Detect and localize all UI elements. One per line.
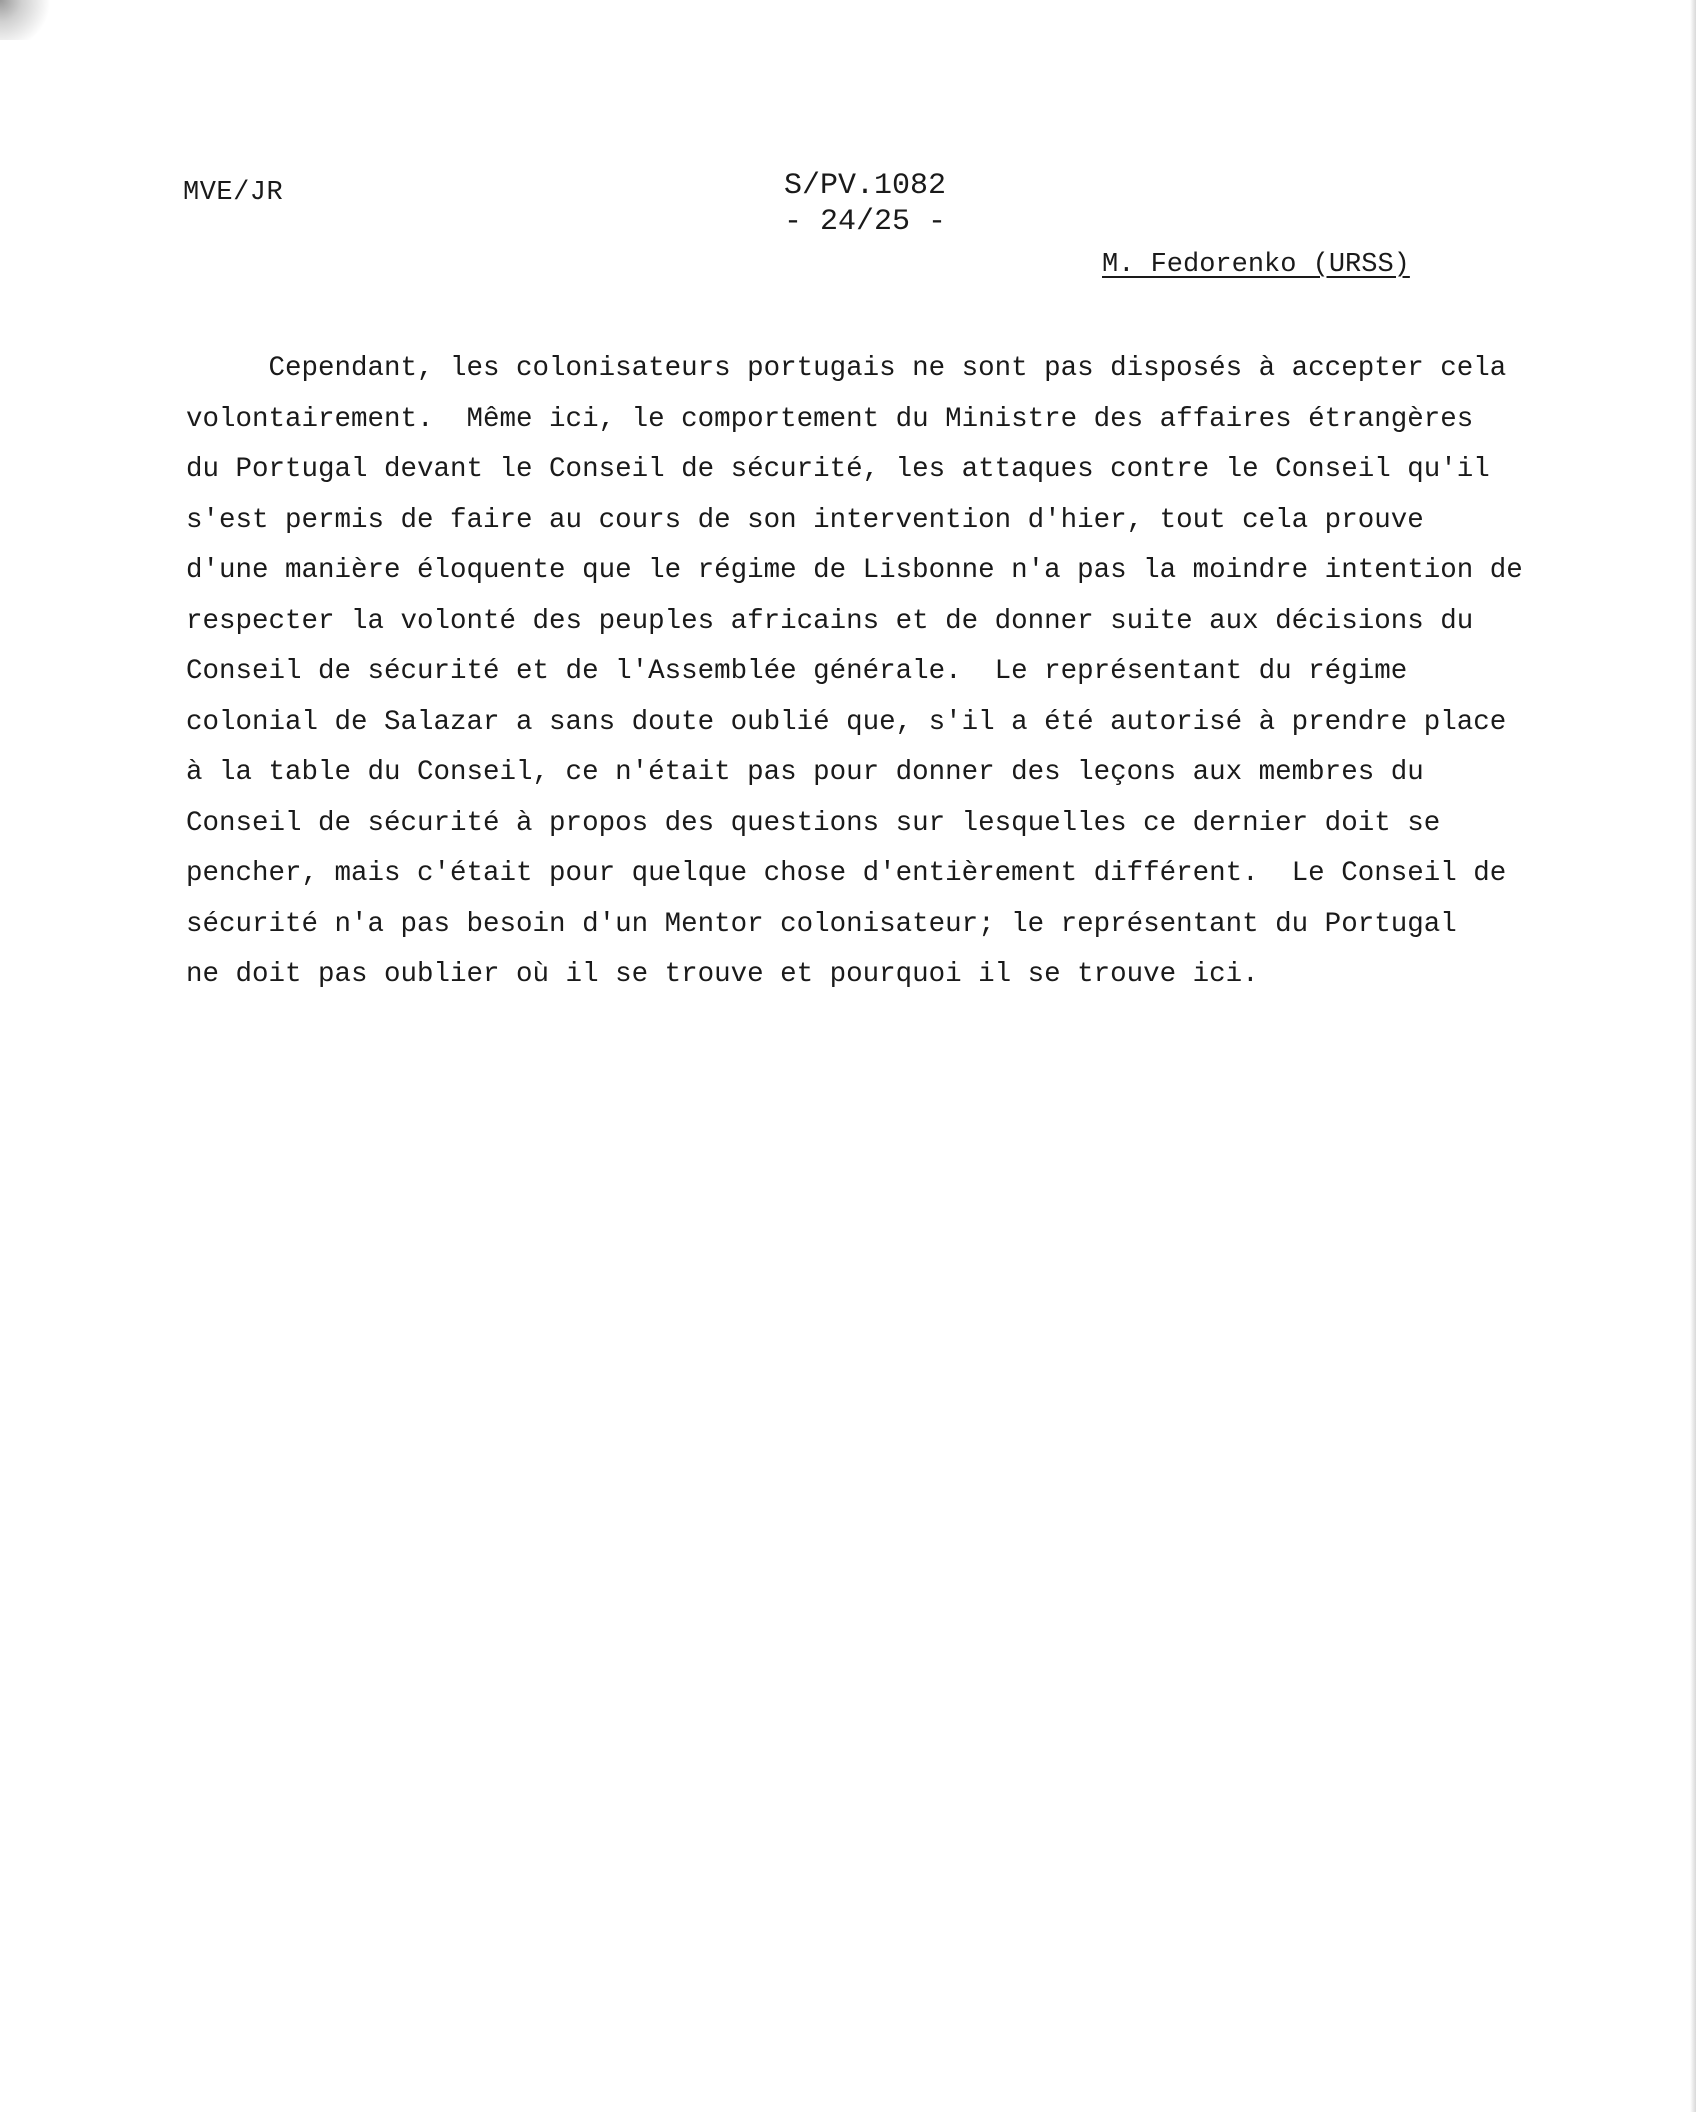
body-line: pencher, mais c'était pour quelque chose d'entièrement différent. Le Conseil de (186, 858, 1507, 889)
scan-artifact-edge (1690, 0, 1696, 2112)
body-line: Cependant, les colonisateurs portugais ne sont pas disposés à accepter cela (186, 353, 1507, 384)
scan-artifact-corner (0, 0, 60, 40)
body-line: Conseil de sécurité à propos des questions sur lesquelles ce dernier doit se (186, 807, 1441, 839)
body-line: volontairement. Même ici, le comportement du Ministre des affaires étrangères (186, 403, 1474, 435)
body-line: à la table du Conseil, ce n'était pas pour donner des leçons aux membres du (186, 757, 1424, 788)
body-paragraph (186, 344, 1546, 1001)
body-line: respecter la volonté des peuples africains et de donner suite aux décisions du (186, 605, 1474, 637)
page-number: - 24/25 - (783, 205, 947, 239)
body-line: d'une manière éloquente que le régime de Lisbonne n'a pas la moindre intention de (186, 555, 1523, 586)
document-symbol: S/PV.1082 (783, 169, 947, 203)
reference-initials: MVE/JR (183, 178, 284, 208)
speaker-name: M. Fedorenko (URSS) (1102, 250, 1410, 280)
body-line: colonial de Salazar a sans doute oublié que, s'il a été autorisé à prendre place (186, 706, 1507, 738)
body-line: ne doit pas oublier où il se trouve et pourquoi il se trouve ici. (186, 959, 1259, 990)
body-line: du Portugal devant le Conseil de sécurité, les attaques contre le Conseil qu'il (186, 454, 1490, 485)
body-line: s'est permis de faire au cours de son intervention d'hier, tout cela prouve (186, 504, 1424, 536)
document-header (770, 168, 960, 240)
body-line: sécurité n'a pas besoin d'un Mentor colonisateur; le représentant du Portugal (186, 908, 1457, 940)
body-line: Conseil de sécurité et de l'Assemblée générale. Le représentant du régime (186, 656, 1408, 687)
